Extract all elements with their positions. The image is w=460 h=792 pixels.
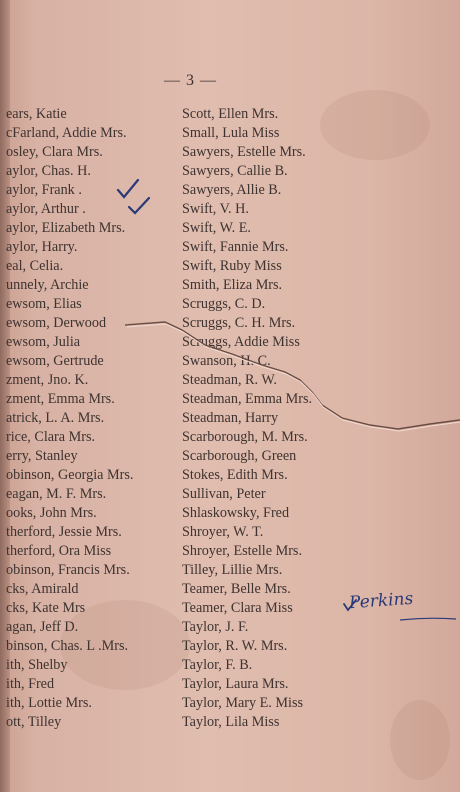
right-name-entry: Small, Lula Miss: [182, 125, 280, 141]
right-name-entry: Scott, Ellen Mrs.: [182, 106, 279, 122]
pen-underline: [398, 614, 458, 624]
left-name-entry: binson, Chas. L .Mrs.: [6, 638, 129, 654]
left-name-entry: therford, Jessie Mrs.: [6, 524, 122, 540]
left-name-entry: eal, Celia.: [6, 258, 64, 274]
left-name-entry: aylor, Harry.: [6, 239, 78, 255]
handwritten-note: Perkins: [348, 588, 414, 614]
right-name-entry: Swift, W. E.: [182, 220, 251, 236]
right-name-entry: Sawyers, Allie B.: [182, 182, 282, 198]
right-name-entry: Steadman, R. W.: [182, 372, 277, 388]
right-name-entry: Teamer, Clara Miss: [182, 600, 293, 616]
left-name-entry: cFarland, Addie Mrs.: [6, 125, 127, 141]
left-name-entry: erry, Stanley: [6, 448, 78, 464]
left-name-entry: obinson, Georgia Mrs.: [6, 467, 134, 483]
right-name-entry: Shlaskowsky, Fred: [182, 505, 290, 521]
left-name-entry: zment, Emma Mrs.: [6, 391, 115, 407]
left-name-entry: atrick, L. A. Mrs.: [6, 410, 105, 426]
left-name-entry: unnely, Archie: [6, 277, 89, 293]
right-name-entry: Scruggs, C. H. Mrs.: [182, 315, 296, 331]
left-name-entry: ooks, John Mrs.: [6, 505, 97, 521]
right-name-entry: Taylor, Laura Mrs.: [182, 676, 289, 692]
right-name-entry: Sawyers, Callie B.: [182, 163, 288, 179]
right-name-entry: Taylor, R. W. Mrs.: [182, 638, 288, 654]
left-name-entry: ewsom, Julia: [6, 334, 81, 350]
left-name-entry: ith, Lottie Mrs.: [6, 695, 92, 711]
left-name-entry: eagan, M. F. Mrs.: [6, 486, 107, 502]
right-name-entry: Smith, Eliza Mrs.: [182, 277, 283, 293]
right-name-entry: Scruggs, C. D.: [182, 296, 266, 312]
left-name-entry: cks, Amirald: [6, 581, 79, 597]
left-name-entry: aylor, Arthur .: [6, 201, 86, 217]
left-name-entry: aylor, Frank .: [6, 182, 82, 198]
right-name-entry: Taylor, J. F.: [182, 619, 249, 635]
left-name-entry: cks, Kate Mrs: [6, 600, 86, 616]
left-name-column: [6, 105, 182, 732]
left-name-entry: ott, Tilley: [6, 714, 62, 730]
right-name-entry: Steadman, Harry: [182, 410, 279, 426]
right-name-entry: Swanson, H. C.: [182, 353, 271, 369]
right-name-entry: Teamer, Belle Mrs.: [182, 581, 291, 597]
left-name-entry: rice, Clara Mrs.: [6, 429, 96, 445]
right-name-entry: Stokes, Edith Mrs.: [182, 467, 288, 483]
left-name-entry: obinson, Francis Mrs.: [6, 562, 130, 578]
right-name-entry: Shroyer, W. T.: [182, 524, 264, 540]
right-name-entry: Swift, V. H.: [182, 201, 249, 217]
left-name-entry: therford, Ora Miss: [6, 543, 112, 559]
right-name-entry: Taylor, Mary E. Miss: [182, 695, 303, 711]
right-name-entry: Swift, Fannie Mrs.: [182, 239, 289, 255]
right-name-entry: Scarborough, M. Mrs.: [182, 429, 308, 445]
left-name-entry: aylor, Chas. H.: [6, 163, 91, 179]
right-name-entry: Shroyer, Estelle Mrs.: [182, 543, 303, 559]
page-number: — 3 —: [164, 72, 217, 89]
left-name-entry: ith, Shelby: [6, 657, 68, 673]
right-name-entry: Steadman, Emma Mrs.: [182, 391, 313, 407]
left-name-entry: zment, Jno. K.: [6, 372, 89, 388]
right-name-entry: Swift, Ruby Miss: [182, 258, 282, 274]
left-name-entry: ith, Fred: [6, 676, 55, 692]
left-name-entry: aylor, Elizabeth Mrs.: [6, 220, 126, 236]
left-name-entry: agan, Jeff D.: [6, 619, 79, 635]
right-name-column: [182, 105, 402, 732]
right-name-entry: Sawyers, Estelle Mrs.: [182, 144, 306, 160]
left-name-entry: ewsom, Elias: [6, 296, 82, 312]
left-name-entry: osley, Clara Mrs.: [6, 144, 103, 160]
left-name-entry: ears, Katie: [6, 106, 67, 122]
left-name-entry: ewsom, Derwood: [6, 315, 107, 331]
right-name-entry: Sullivan, Peter: [182, 486, 266, 502]
right-name-entry: Scarborough, Green: [182, 448, 297, 464]
right-name-entry: Taylor, F. B.: [182, 657, 253, 673]
right-name-entry: Tilley, Lillie Mrs.: [182, 562, 283, 578]
left-name-entry: ewsom, Gertrude: [6, 353, 104, 369]
right-name-entry: Scruggs, Addie Miss: [182, 334, 300, 350]
right-name-entry: Taylor, Lila Miss: [182, 714, 280, 730]
